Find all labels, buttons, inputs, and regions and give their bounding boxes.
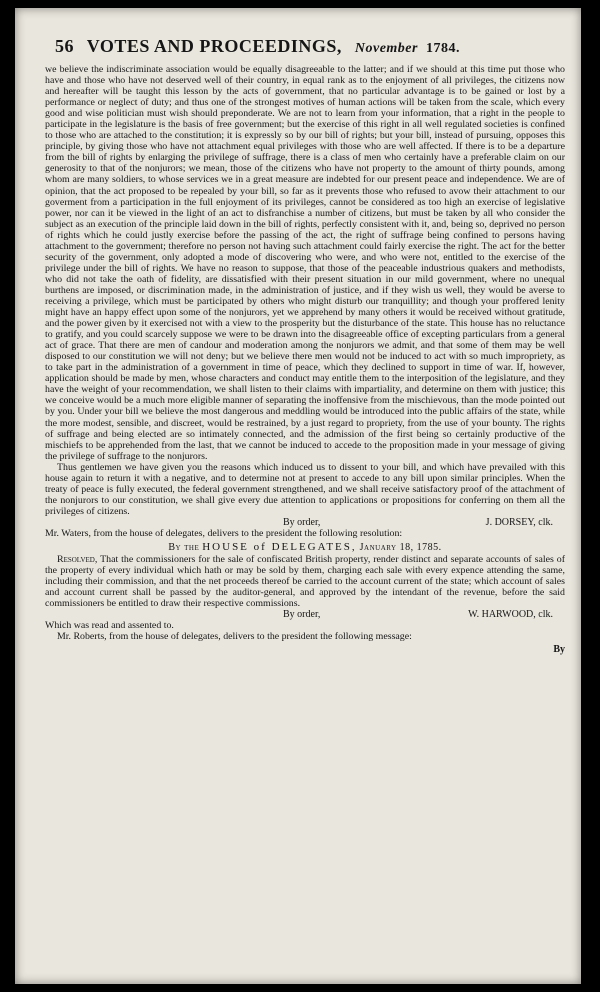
running-year: 1784. [425,41,460,56]
resolution-paragraph [45,554,565,609]
by-order-label: By order, [283,609,321,621]
heading-prefix: By the [168,541,200,553]
page-number: 56 [55,36,74,56]
page-header [55,36,555,57]
heading-body: HOUSE of DELEGATES, [202,540,357,553]
clerk-name: J. DORSEY, clk. [485,516,553,528]
clerk-name: W. HARWOOD, clk. [468,609,553,621]
house-of-delegates-heading [45,541,565,554]
running-title: VOTES AND PROCEEDINGS, [86,36,342,56]
assented-line: Which was read and assented to. [45,620,174,632]
by-order-label: By order, [283,516,321,528]
signature-dorsey [45,517,565,528]
heading-date: January 18, 1785. [359,541,442,553]
resolved-label: Resolved, [57,553,98,565]
document-page [15,8,581,984]
waters-delivery-line: Mr. Waters, from the house of delegates, delivers to the president the following resolution: [45,527,403,539]
page-body [45,64,565,655]
signature-harwood [45,609,565,620]
catchword: By [553,644,565,656]
running-month: November [354,41,418,56]
resolution-text: That the commissioners for the sale of confiscated British property, render distinct and separate accounts of sales of the property of every individual which hath or may be sold by them, charging each sale with every expence attending the same, including their commission, and that the net proceeds thereof be carried to the account current of the state; which account of sales and account current shall be passed by the auditor-general, and approved by the intendant of the revenue, before the said commissioners be entitled to draw their respective commissions. [45,553,565,610]
paragraph-conclusion: Thus gentlemen we have given you the reasons which induced us to dissent to your bill, and which have prevailed with this house again to return it with a negative, and to determine not at present to accede to any bill upon similar principles. When the treaty of peace is fully executed, the federal government strengthened, and we shall receive satisfactory proof of the attachment of the nonjurors to our constitution, we shall give every due attention to applications or propositions for conferring on them all the privileges of citizens. [45,461,565,517]
roberts-delivery-line: Mr. Roberts, from the house of delegates, delivers to the president the following message: [57,631,412,643]
paragraph-continuation: we believe the indiscriminate association would be equally disagreeable to the latter; and if we should at this time put those who have and those who have not deserved well of their country, in equal rank as to the enjoyment of all privileges, the citizens now and hereafter will be taught this lesson by the acts of government, that no particular advantage is to be gained or lost by a performance or neglect of duty; and thus one of the strongest motives of human actions will be taken from the scale, which every good and wise politician must wish should preponderate. We are not to learn from your information, that a right in the people to participate in the legislature is the basis of free government; but the exercise of this right in all well regulated societies is confined to those who are attached to the constitution; it is expressly so by our bill of rights; but your bill, instead of pursuing, opposes this principle, by giving those who have not attachment equal privileges with those who are well affected. If there is to be a departure from the bill of rights by enlarging the privilege of suffrage, there is a class of men who certainly have a preferable claim on our generosity to that of the nonjurors; we mean, those of the citizens who have not property to the amount of thirty pounds, among whom are many soldiers, to whose services we in a great measure are indebted for our present peace and independence. We are of opinion, that the act proposed to be repealed by your bill, so far as it prevents those who refused to avow their attachment to our goverment from a participation in the full enjoyment of its privileges, cannot be considered as too high an exercise of legislative power, nor can it be viewed in the light of an act to disfranchise a number of citizens, but must be taken by all who consider the subject as an execution of the principle laid down in the bill of rights, perfectly consistent with it, and, being so, deprived no person of rights which he could justly exercise before the passing of the act, the right of suffrage being confined to persons having attachment to the government; therefore no person not having such attachment could fairly exercise the right. The act for the better security of the government, only adopted a mode of discovering who were, and who were not, entitled to the exercise of the privilege under the bill of rights. We have no reason to suppose, that those of the peaceable industrious quakers and methodists, who did not take the oath of fidelity, are dissatisfied with their present situation in our mild government, where no unequal burthens are imposed, or discrimination made, in the administration of justice, and if they wish us well, they would be averse to receiving a privilege, which must be participated by others who might disturb our tranquillity; and though your proffered lenity might have an happy effect upon some of the nonjurors, yet we apprehend by many others it would be received without gratitude, and the power given by it exercised not with a view to the prosperity but the disturbance of the state. This house has no reluctance to gratify, and you could scarcely suppose we were to be drawn into the disagreeable office of excepting particulars from a general act of grace. That there are men of candour and moderation among the nonjurors we admit, and that some of them may be well disposed to our constitution we will not deny; but we believe there men would not be induced to act with so much impropriety, as to take part in the administration of a government in time of peace, which they declined to support in time of war. If, however, application should be made by men, whose characters and conduct may entitle them to the interposition of the legislature, and they have the weight of your recommendation, we shall listen to their claims with impartiality, and determine on them with justice; this we conceive would be a much more eligible manner of separating the inoffensive from the mischievous, than the mode pointed out by you. Under your bill we believe the most dangerous and meddling would be introduced into the public affairs of the state, while the more modest, sensible, and discreet, would be restrained, by a just regard to propriety, from the use of your bounty. The rights of suffrage and being elected are so intimately connected, and the admission of the first being so certainly productive of the mischiefs to be apprehended from the last, that we cannot be induced to accede to the proposition made in your message of giving the privilege of suffrage to the nonjurors. [45,64,565,462]
